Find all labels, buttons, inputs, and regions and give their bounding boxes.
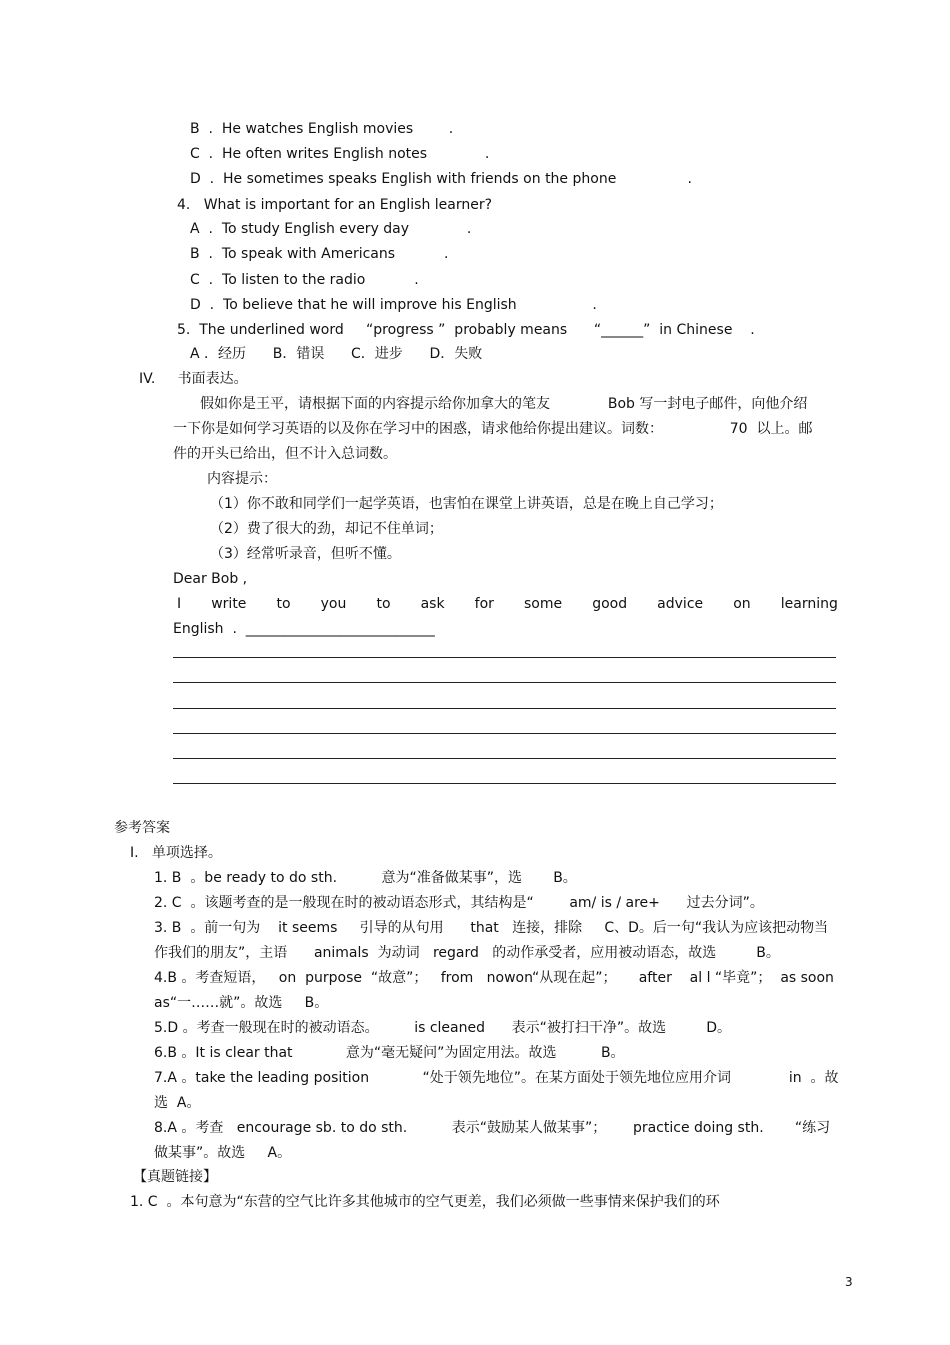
opening-word: some [523,596,563,612]
answer-line [173,758,836,759]
q5-options: A ．经历 B．错误 C．进步 D．失败 [190,346,483,362]
page-number: 3 [845,1275,853,1289]
q4-stem: 4. What is important for an English learner? [177,197,493,213]
opening-sentence [177,595,838,613]
writing-heading: IV. 书面表达。 [139,371,248,387]
answer-line [173,708,836,709]
answer-5: 5.D 。考查一般现在时的被动语态。 is cleaned 表示“被打扫干净”。故选 D。 [154,1020,732,1036]
q3-option-c: C . He often writes English notes . [190,146,490,162]
answer-4-line-1: 4.B 。考查短语， on purpose “故意”； from nowon“从现在起”； after al l “毕竟”； as soon [154,970,834,986]
answer-2: 2. C 。该题考查的是一般现在时的被动语态形式，其结构是“ am/ is / are+ 过去分词”。 [154,895,764,911]
answer-1: 1. B 。be ready to do sth. 意为“准备做某事”，选 B。 [154,870,577,886]
answer-4-line-2: as“一……就”。故选 B。 [154,995,329,1011]
opening-end-line: English . ___________________________ [173,621,435,637]
q4-option-b: B . To speak with Americans . [190,246,449,262]
hint-item-1: （1）你不敢和同学们一起学英语，也害怕在课堂上讲英语，总是在晚上自己学习； [210,496,723,512]
answer-7-line-2: 选 A。 [154,1095,201,1111]
answer-3-line-1: 3. B 。前一句为 it seems 引导的从句用 that 连接，排除 C、D。后一句“我认为应该把动物当 [154,920,829,936]
q5-stem: 5. The underlined word “progress ” probably means “______” in Chinese . [177,322,755,338]
hint-item-2: （2）费了很大的劲，却记不住单词； [210,521,443,537]
opening-word: to [376,596,391,612]
opening-word: I [177,596,182,612]
answer-key-title: 参考答案 [114,820,170,836]
real-exam-answer-1: 1. C 。本句意为“东营的空气比许多其他城市的空气更差，我们必须做一些事情来保护我们的环 [130,1194,720,1210]
answer-line [173,783,836,784]
q3-option-b: B . He watches English movies . [190,121,454,137]
hint-label: 内容提示： [207,471,277,487]
writing-prompt-line-3: 件的开头已给出，但不计入总词数。 [173,446,397,462]
answer-6: 6.B 。It is clear that 意为“毫无疑问”为固定用法。故选 B。 [154,1045,625,1061]
answer-line [173,657,836,658]
q3-option-d: D . He sometimes speaks English with friends on the phone . [190,171,692,187]
q4-option-d: D . To believe that he will improve his English . [190,297,597,313]
answer-3-line-2: 作我们的朋友”，主语 animals 为动词 regard 的动作承受者，应用被动语态，故选 B。 [154,945,780,961]
opening-word: advice [657,596,704,612]
opening-word: on [733,596,751,612]
answer-section-heading: I. 单项选择。 [130,845,222,861]
answer-7-line-1: 7.A 。take the leading position “处于领先地位”。在某方面处于领先地位应用介词 in 。故 [154,1070,839,1086]
q4-option-c: C . To listen to the radio . [190,272,419,288]
q4-option-a: A . To study English every day . [190,221,472,237]
opening-word: you [320,596,347,612]
answer-line [173,682,836,683]
opening-word: to [276,596,291,612]
writing-prompt-line-1: 假如你是王平，请根据下面的内容提示给你加拿大的笔友 Bob 写一封电子邮件，向他介绍 [200,396,808,412]
opening-word: write [211,596,247,612]
hint-item-3: （3）经常听录音，但听不懂。 [210,546,401,562]
answer-line [173,733,836,734]
opening-word: ask [420,596,445,612]
writing-prompt-line-2: 一下你是如何学习英语的以及你在学习中的困惑，请求他给你提出建议。词数： 70 以上。邮 [173,421,813,437]
answer-8-line-1: 8.A 。考查 encourage sb. to do sth. 表示“鼓励某人做某事”； practice doing sth. “练习 [154,1120,831,1136]
opening-word: for [474,596,494,612]
opening-word: learning [780,596,838,612]
opening-word: good [592,596,628,612]
answer-8-line-2: 做某事”。故选 A。 [154,1145,292,1161]
real-exam-heading: 【真题链接】 [133,1169,217,1185]
salutation: Dear Bob , [173,571,248,587]
